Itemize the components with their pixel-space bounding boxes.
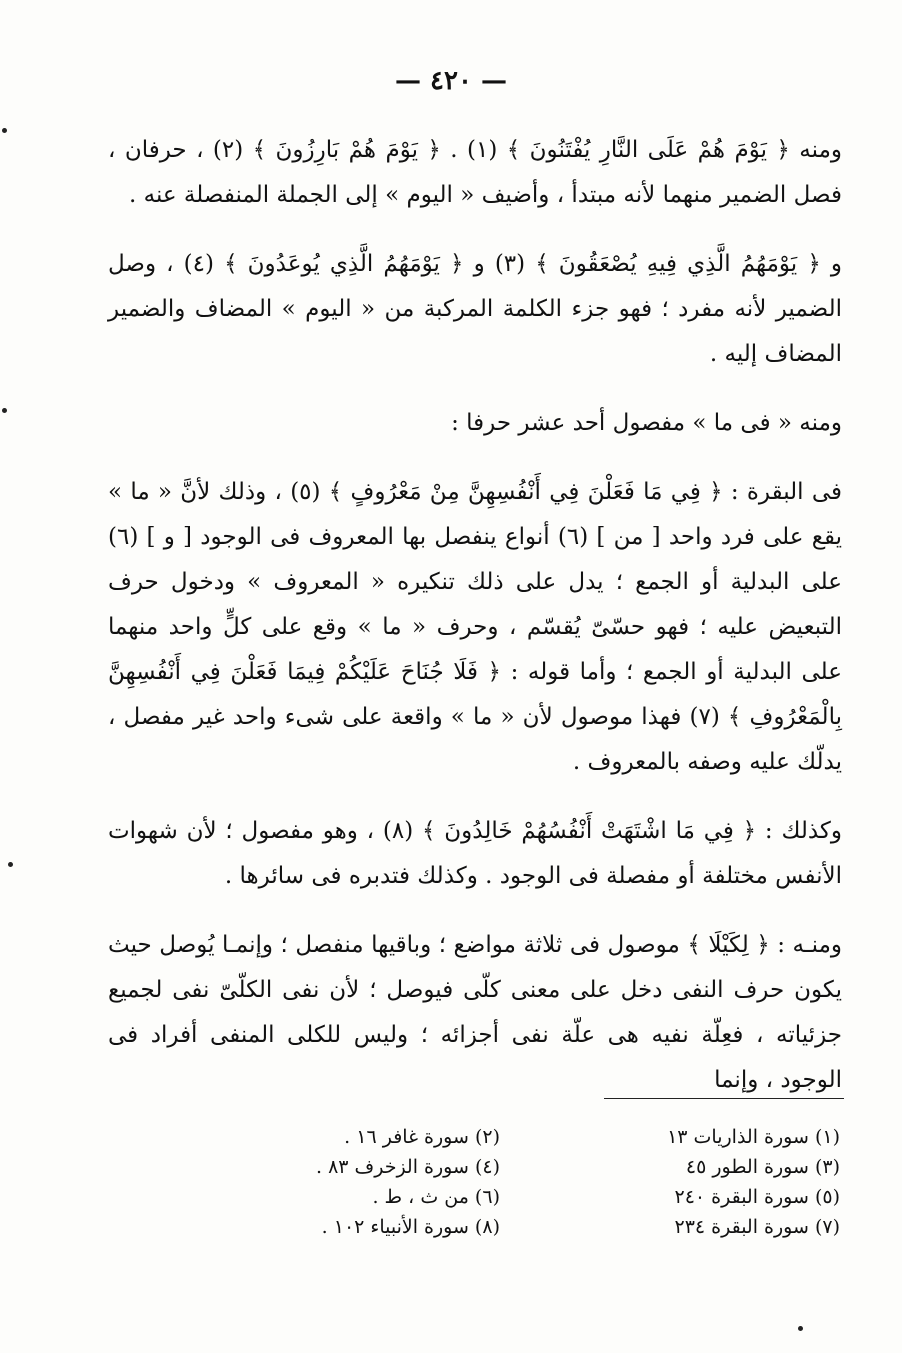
- footnote: (٢) سورة غافر ١٦ .: [344, 1126, 500, 1148]
- paragraph: ومنه « فى ما » مفصول أحد عشر حرفا :: [451, 410, 842, 436]
- paragraph: و ﴿ يَوْمَهُمُ الَّذِي فِيهِ يُصْعَقُونَ ﴾ (٣) و ﴿ يَوْمَهُمُ الَّذِي يُوعَدُونَ ﴾ (٤) ، وصل الضمير لأنه مفرد ؛ فهو جزء الكلمة المركبة من « اليوم » المضاف والضمير المضاف إليه .: [108, 251, 842, 367]
- footnote: (٥) سورة البقرة ٢٤٠: [674, 1186, 840, 1208]
- footnotes: [240, 1125, 840, 1239]
- footnote: (٤) سورة الزخرف ٨٣ .: [315, 1156, 500, 1178]
- scan-speck: [2, 408, 7, 413]
- footnote-divider: [604, 1098, 844, 1099]
- footnote: (٨) سورة الأنبياء ١٠٢ .: [321, 1216, 500, 1238]
- paragraph: فى البقرة : ﴿ فِي مَا فَعَلْنَ فِي أَنْفُسِهِنَّ مِنْ مَعْرُوفٍ ﴾ (٥) ، وذلك لأنَّ « ما » يقع على فرد واحد [ من ] (٦) أنواع ينفصل بها المعروف فى الوجود [ و ] (٦) على البدلية أو الجمع ؛ يدل على ذلك تنكيره « المعروف » ودخول حرف التبعيض عليه ؛ فهو حسّىّ يُقسّم ، وحرف « ما » وقع على كلٍّ واحد منهما على البدلية أو الجمع ؛ وأما قوله : ﴿ فَلَا جُنَاحَ عَلَيْكُمْ فِيمَا فَعَلْنَ فِي أَنْفُسِهِنَّ بِالْمَعْرُوفِ ﴾ (٧) فهذا موصول لأن « ما » واقعة على شىء واحد غير مفصل ، يدلّك عليه وصفه بالمعروف .: [108, 479, 842, 775]
- page-number: — ٤٢٠ —: [394, 66, 508, 96]
- paragraph: ومنـه : ﴿ لِكَيْلَا ﴾ موصول فى ثلاثة مواضع ؛ وباقيها منفصل ؛ وإنمـا يُوصل حيث يكون حرف النفى دخل على معنى كلّى فيوصل ؛ لأن نفى الكلّىّ نفى لجميع جزئياته ، فعِلّة نفيه هى علّة نفى أجزائه ؛ وليس للكلى المنفى أفراد فى الوجود ، وإنما: [108, 932, 842, 1093]
- footnote: (٦) من ث ، ط .: [372, 1186, 500, 1208]
- paragraph: ومنه ﴿ يَوْمَ هُمْ عَلَى النَّارِ يُفْتَنُونَ ﴾ (١) . ﴿ يَوْمَ هُمْ بَارِزُونَ ﴾ (٢) ، حرفان ، فصل الضمير منهما لأنه مبتدأ ، وأضيف « اليوم » إلى الجملة المنفصلة عنه .: [108, 137, 842, 208]
- scan-speck: [2, 128, 7, 133]
- footnote: (٣) سورة الطور ٤٥: [685, 1156, 840, 1178]
- scan-speck: [8, 862, 13, 867]
- footnote: (٧) سورة البقرة ٢٣٤: [674, 1216, 840, 1238]
- paragraph: وكذلك : ﴿ فِي مَا اشْتَهَتْ أَنْفُسُهُمْ خَالِدُونَ ﴾ (٨) ، وهو مفصول ؛ لأن شهوات الأنفس مختلفة أو مفصلة فى الوجود . وكذلك فتدبره فى سائرها .: [108, 818, 842, 889]
- scan-speck: [798, 1326, 803, 1331]
- body-text: [108, 128, 842, 1127]
- footnote: (١) سورة الذاريات ١٣: [667, 1126, 840, 1148]
